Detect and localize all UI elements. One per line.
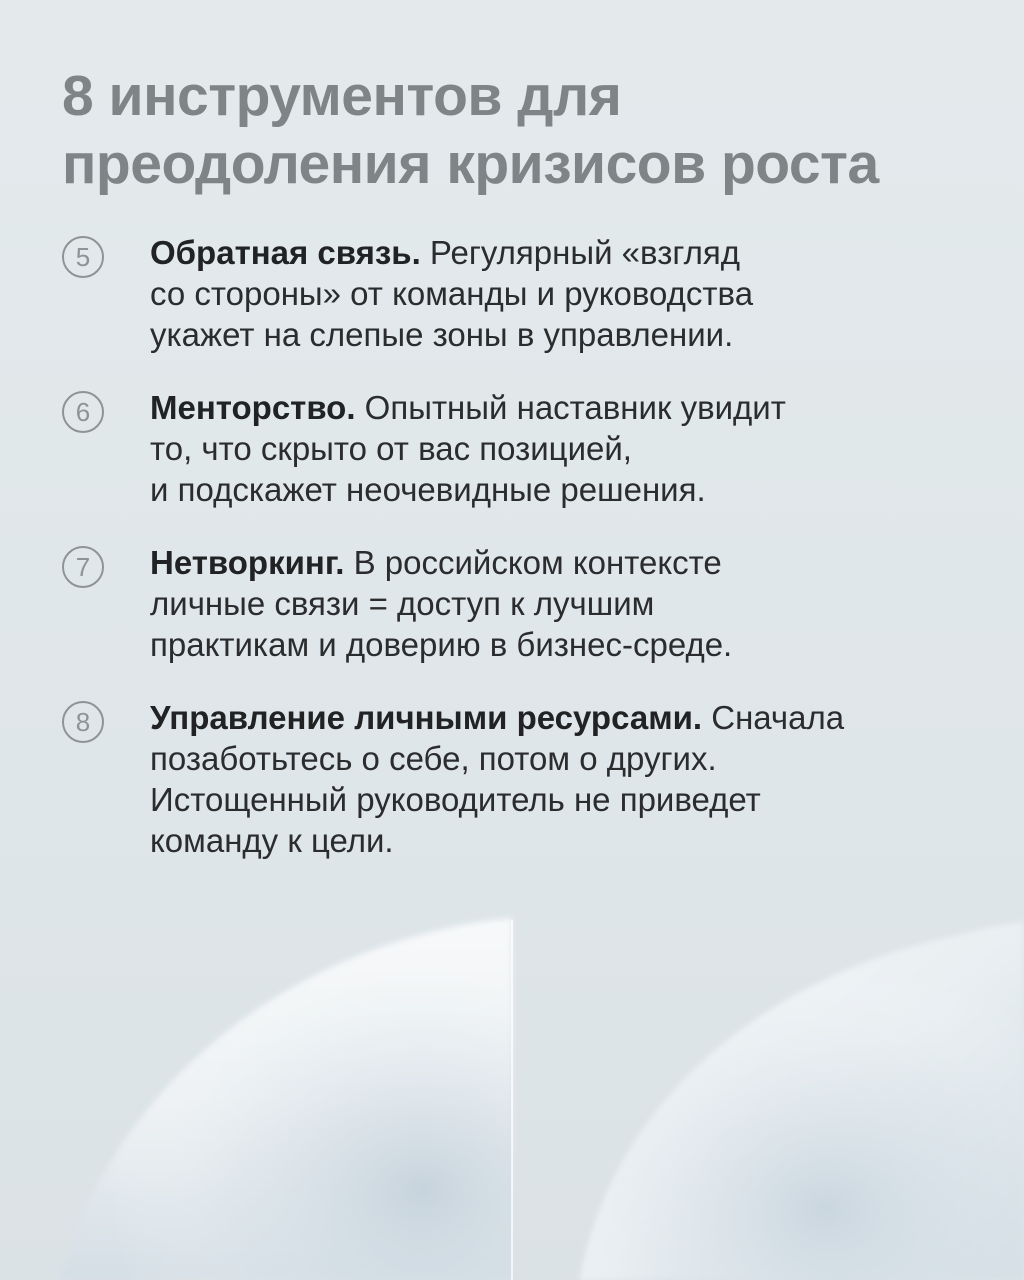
item-line: практикам и доверию в бизнес-среде. xyxy=(150,626,733,663)
item-line: то, что скрыто от вас позицией, xyxy=(150,430,632,467)
item-line: В российском контексте xyxy=(344,544,722,581)
list-item-8 xyxy=(62,697,962,859)
item-text xyxy=(150,387,950,510)
item-text xyxy=(150,542,950,665)
title-line-1: 8 инструментов для xyxy=(62,64,622,128)
decorative-quote-shapes xyxy=(0,880,1024,1280)
item-lead: Управление личными ресурсами. xyxy=(150,699,703,736)
item-lead: Нетворкинг. xyxy=(150,544,345,581)
item-line: позаботьтесь о себе, потом о других. xyxy=(150,740,717,777)
right-quote-shape xyxy=(580,922,1024,1280)
left-quote-shape xyxy=(60,918,512,1280)
page-title xyxy=(62,62,982,198)
tool-list xyxy=(62,232,962,859)
list-item-6 xyxy=(62,387,962,542)
list-item-5 xyxy=(62,232,962,387)
item-line: личные связи = доступ к лучшим xyxy=(150,585,655,622)
item-first-line xyxy=(150,387,950,428)
item-text xyxy=(150,697,950,861)
item-line: Опытный наставник увидит xyxy=(355,389,786,426)
title-line-2: преодоления кризисов роста xyxy=(62,132,879,196)
number-badge: 6 xyxy=(62,391,104,433)
item-line: команду к цели. xyxy=(150,822,394,859)
list-item-7 xyxy=(62,542,962,697)
item-line: и подскажет неочевидные решения. xyxy=(150,471,706,508)
item-line: Сначала xyxy=(702,699,845,736)
item-text xyxy=(150,232,950,355)
item-line: со стороны» от команды и руководства xyxy=(150,275,754,312)
number-badge: 5 xyxy=(62,236,104,278)
number-badge: 7 xyxy=(62,546,104,588)
item-line: укажет на слепые зоны в управлении. xyxy=(150,316,734,353)
item-first-line xyxy=(150,542,950,583)
item-first-line xyxy=(150,697,950,738)
item-lead: Обратная связь. xyxy=(150,234,421,271)
item-line: Регулярный «взгляд xyxy=(420,234,741,271)
number-badge: 8 xyxy=(62,701,104,743)
item-lead: Менторство. xyxy=(150,389,356,426)
item-first-line xyxy=(150,232,950,273)
item-line: Истощенный руководитель не приведет xyxy=(150,781,761,818)
